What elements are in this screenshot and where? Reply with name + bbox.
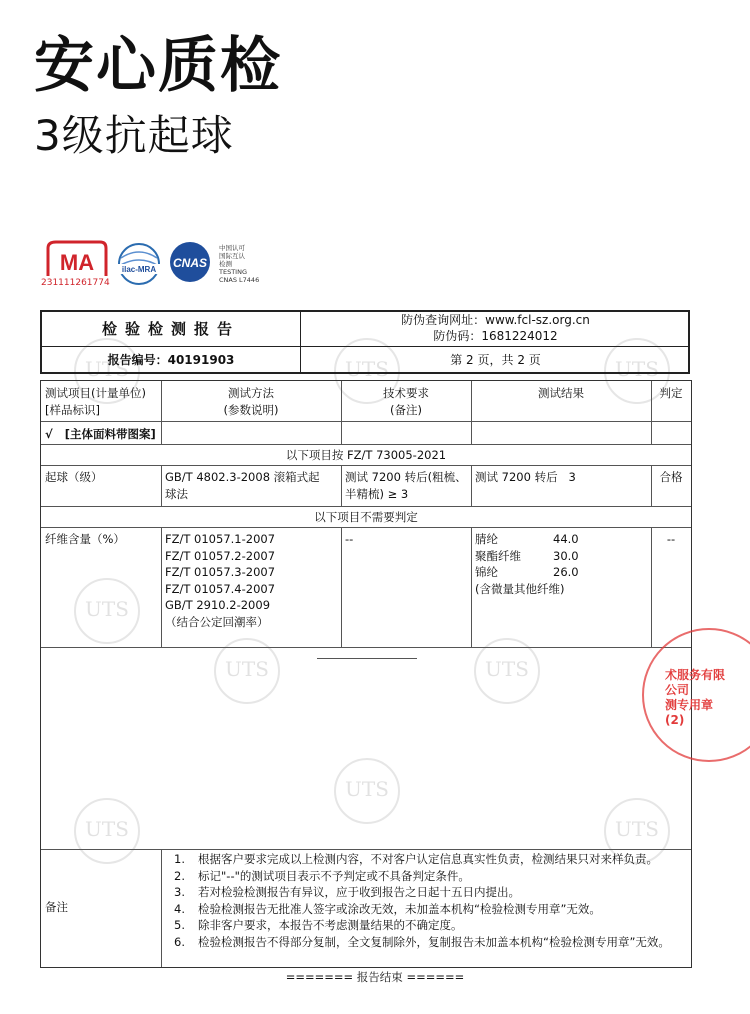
pilling-item: 起球（级） (45, 470, 103, 484)
pilling-method: GB/T 4802.3-2008 滚箱式起 球法 (165, 470, 320, 501)
cnas-accreditation-text: 中国认可 国际互认 检测 TESTING CNAS L7446 (219, 244, 260, 284)
anti-fake-info (301, 312, 690, 347)
remark-item: 2. 标记"--"的测试项目表示不予判定或不具备判定条件。 (174, 868, 470, 883)
remark-item: 6. 检验检测报告不得部分复制，全文复制除外，复制报告未加盖本机构“检验检测专用章”无效。 (174, 934, 670, 949)
header-item: 测试项目(计量单位) [样品标识] (45, 386, 146, 417)
sample-label: √ [主体面料带图案] (45, 427, 156, 441)
standard-section: 以下项目按 FZ/T 73005-2021 (285, 448, 447, 462)
watermark-logo: UTS (214, 638, 280, 704)
fiber-methods: FZ/T 01057.1-2007 FZ/T 01057.2-2007 FZ/T 01057.3-2007 FZ/T 01057.4-2007 GB/T 2910.2-2009 （结合公定回潮率） (165, 532, 276, 629)
ilac-mra-logo-icon (111, 240, 167, 288)
svg-text:MA: MA (59, 250, 95, 275)
fiber-judgement: -- (666, 532, 676, 546)
page-subheadline: 3级抗起球 (34, 111, 234, 160)
anti-fake-code: 防伪码：1681224012 (433, 329, 558, 343)
report-number: 报告编号：40191903 (42, 347, 301, 374)
fiber-results: 腈纶 44.0 聚酯纤维 30.0 锦纶 26.0 (含微量其他纤维) (475, 532, 579, 596)
fiber-item: 纤维含量（%） (45, 532, 125, 546)
page-headline: 安心质检 (34, 31, 282, 101)
report-end-marker: ======= 报告结束 ====== (285, 970, 465, 984)
header-requirement: 技术要求 (备注) (383, 386, 429, 417)
watermark-logo: UTS (74, 338, 140, 404)
watermark-logo: UTS (334, 338, 400, 404)
report-title: 检验检测报告 (42, 312, 301, 347)
watermark-logo: UTS (74, 798, 140, 864)
cnas-logo-icon (162, 240, 224, 284)
watermark-logo: UTS (604, 338, 670, 404)
report-header-table (40, 310, 690, 374)
verify-website: 防伪查询网址：www.fcl-sz.org.cn (401, 313, 590, 327)
remarks-list (174, 851, 670, 950)
remark-item: 5. 除非客户要求，本报告不考虑测量结果的不确定度。 (174, 918, 463, 932)
watermark-logo: UTS (334, 758, 400, 824)
remarks-label: 备注 (45, 900, 68, 914)
watermark-logo: UTS (74, 578, 140, 644)
stamp-text: 术服务有限公司 测专用章 (2) (665, 668, 726, 727)
pilling-judgement: 合格 (659, 470, 683, 484)
cma-logo-icon (44, 240, 110, 278)
test-report-document (14, 198, 736, 1008)
page-info: 第 2 页，共 2 页 (450, 353, 541, 367)
watermark-logo: UTS (474, 638, 540, 704)
pilling-requirement: 测试 7200 转后(粗梳、 半精梳) ≥ 3 (345, 470, 467, 501)
svg-text:CNAS: CNAS (172, 256, 208, 270)
pilling-result: 测试 7200 转后 3 (475, 470, 576, 484)
remark-item: 3. 若对检验检测报告有异议，应于收到报告之日起十五日内提出。 (174, 885, 520, 899)
svg-text:ilac-MRA: ilac-MRA (121, 265, 157, 274)
header-method: 测试方法 (参数说明) (223, 386, 279, 417)
remark-item: 4. 检验检测报告无批准人签字或涂改无效，未加盖本机构“检验检测专用章”无效。 (174, 901, 601, 916)
no-judgement-section: 以下项目不需要判定 (314, 510, 418, 524)
fiber-requirement: -- (345, 532, 354, 546)
watermark-logo: UTS (604, 798, 670, 864)
header-judgement: 判定 (659, 386, 683, 400)
remark-item: 1. 根据客户要求完成以上检测内容，不对客户认定信息真实性负责，检测结果只对来样负责。 (174, 852, 658, 866)
cma-number: 231111261774 (41, 278, 110, 288)
header-result: 测试结果 (538, 386, 584, 400)
test-results-table (40, 380, 692, 968)
